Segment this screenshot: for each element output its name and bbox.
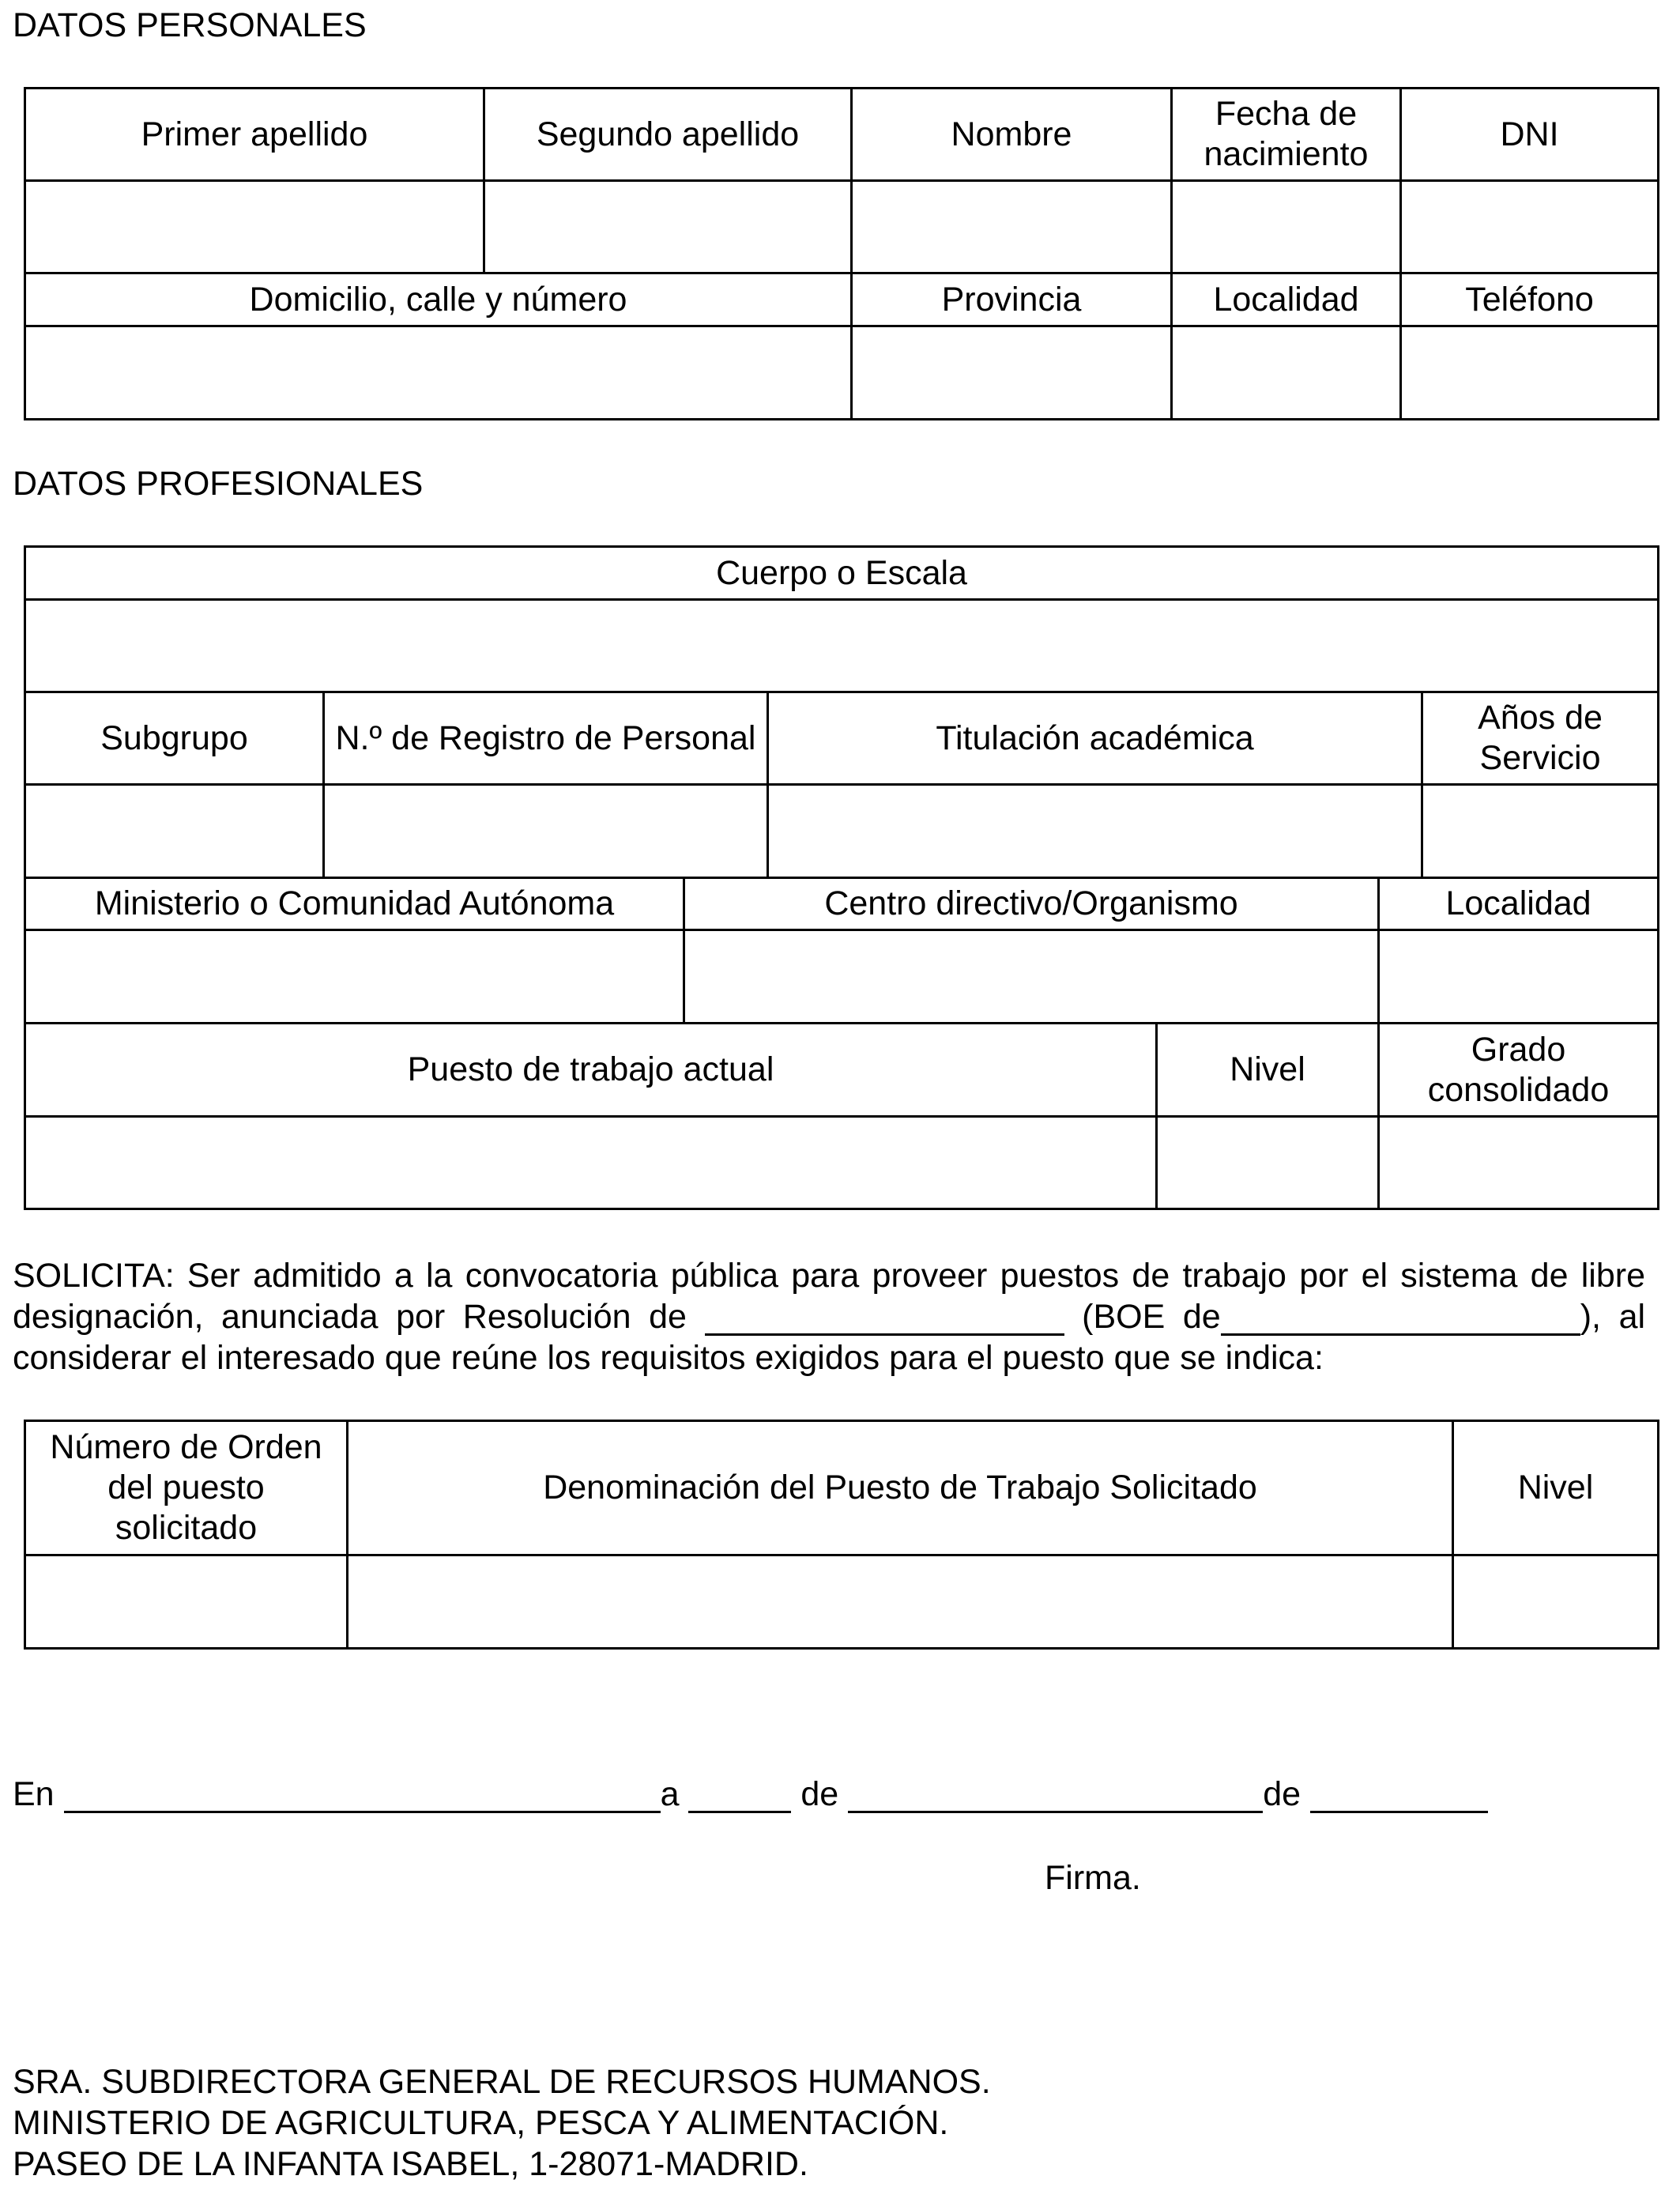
input-cell-fecha-nacimiento[interactable] — [1172, 181, 1401, 273]
addressee-line-1: SRA. SUBDIRECTORA GENERAL DE RECURSOS HUMANOS. — [13, 2063, 991, 2101]
de-label-1: de — [800, 1775, 839, 1813]
header-provincia: Provincia — [852, 273, 1172, 326]
input-cell-primer-apellido[interactable] — [25, 181, 484, 273]
header-localidad: Localidad — [1172, 273, 1401, 326]
input-cell-centro-directivo[interactable] — [684, 930, 1379, 1024]
addressee-line-3: PASEO DE LA INFANTA ISABEL, 1-28071-MADRID. — [13, 2145, 808, 2183]
header-segundo-apellido: Segundo apellido — [484, 89, 852, 181]
year-field[interactable] — [1310, 1780, 1488, 1813]
input-cell-telefono[interactable] — [1401, 326, 1659, 420]
header-domicilio: Domicilio, calle y número — [25, 273, 852, 326]
header-anos-servicio: Años de Servicio — [1422, 692, 1659, 785]
solicita-text-part3: ), — [1580, 1298, 1601, 1336]
solicita-text-part1: SOLICITA: Ser admitido a la convocatoria pública para proveer puestos de trabajo por el sistema de libre designación, anunciada por Resolución de — [13, 1257, 1645, 1336]
professional-data-table — [24, 545, 1659, 1210]
personal-data-table — [24, 87, 1659, 420]
a-label: a — [660, 1775, 680, 1813]
header-nivel: Nivel — [1157, 1024, 1379, 1117]
input-cell-nivel-solicitado[interactable] — [1453, 1555, 1659, 1649]
place-field[interactable] — [64, 1780, 661, 1813]
header-dni: DNI — [1401, 89, 1659, 181]
header-grado-consolidado: Grado consolidado — [1379, 1024, 1659, 1117]
addressee-block — [13, 2061, 991, 2185]
header-subgrupo: Subgrupo — [25, 692, 324, 785]
input-cell-segundo-apellido[interactable] — [484, 181, 852, 273]
header-primer-apellido: Primer apellido — [25, 89, 484, 181]
en-label: En — [13, 1775, 55, 1813]
solicita-text-part4: al considerar el interesado que reúne los requisitos exigidos para el puesto que se indica: — [13, 1298, 1646, 1377]
datos-personales-title: DATOS PERSONALES — [13, 6, 367, 44]
boe-date-field[interactable] — [1221, 1303, 1580, 1336]
puesto-solicitado-table — [24, 1420, 1659, 1650]
solicita-text-part2: (BOE de — [1082, 1298, 1221, 1336]
input-cell-anos-servicio[interactable] — [1422, 785, 1659, 878]
addressee-line-2: MINISTERIO DE AGRICULTURA, PESCA Y ALIMENTACIÓN. — [13, 2104, 949, 2142]
header-fecha-nacimiento: Fecha de nacimiento — [1172, 89, 1401, 181]
input-cell-localidad-prof[interactable] — [1379, 930, 1659, 1024]
input-cell-cuerpo-escala[interactable] — [25, 600, 1659, 692]
date-place-line — [13, 1774, 1488, 1815]
header-registro-personal: N.º de Registro de Personal — [324, 692, 768, 785]
header-ministerio: Ministerio o Comunidad Autónoma — [25, 878, 684, 930]
header-denominacion-puesto: Denominación del Puesto de Trabajo Solicitado — [348, 1421, 1453, 1555]
header-nivel-solicitado: Nivel — [1453, 1421, 1659, 1555]
month-field[interactable] — [848, 1780, 1263, 1813]
input-cell-grado-consolidado[interactable] — [1379, 1117, 1659, 1209]
resolucion-date-field[interactable] — [705, 1303, 1064, 1336]
input-cell-nivel[interactable] — [1157, 1117, 1379, 1209]
input-cell-puesto-actual[interactable] — [25, 1117, 1157, 1209]
input-cell-denominacion-puesto[interactable] — [348, 1555, 1453, 1649]
input-cell-dni[interactable] — [1401, 181, 1659, 273]
input-cell-provincia[interactable] — [852, 326, 1172, 420]
datos-profesionales-title: DATOS PROFESIONALES — [13, 465, 424, 503]
header-centro-directivo: Centro directivo/Organismo — [684, 878, 1379, 930]
header-numero-orden: Número de Orden del puesto solicitado — [25, 1421, 348, 1555]
day-field[interactable] — [688, 1780, 791, 1813]
de-label-2: de — [1263, 1775, 1301, 1813]
input-cell-nombre[interactable] — [852, 181, 1172, 273]
input-cell-ministerio[interactable] — [25, 930, 684, 1024]
solicita-paragraph — [13, 1255, 1645, 1378]
header-nombre: Nombre — [852, 89, 1172, 181]
header-telefono: Teléfono — [1401, 273, 1659, 326]
input-cell-titulacion[interactable] — [768, 785, 1422, 878]
firma-label: Firma. — [1045, 1859, 1141, 1897]
input-cell-domicilio[interactable] — [25, 326, 852, 420]
header-cuerpo-escala: Cuerpo o Escala — [25, 547, 1659, 600]
input-cell-localidad[interactable] — [1172, 326, 1401, 420]
header-localidad-prof: Localidad — [1379, 878, 1659, 930]
input-cell-subgrupo[interactable] — [25, 785, 324, 878]
header-puesto-actual: Puesto de trabajo actual — [25, 1024, 1157, 1117]
header-titulacion: Titulación académica — [768, 692, 1422, 785]
input-cell-numero-orden[interactable] — [25, 1555, 348, 1649]
input-cell-registro-personal[interactable] — [324, 785, 768, 878]
